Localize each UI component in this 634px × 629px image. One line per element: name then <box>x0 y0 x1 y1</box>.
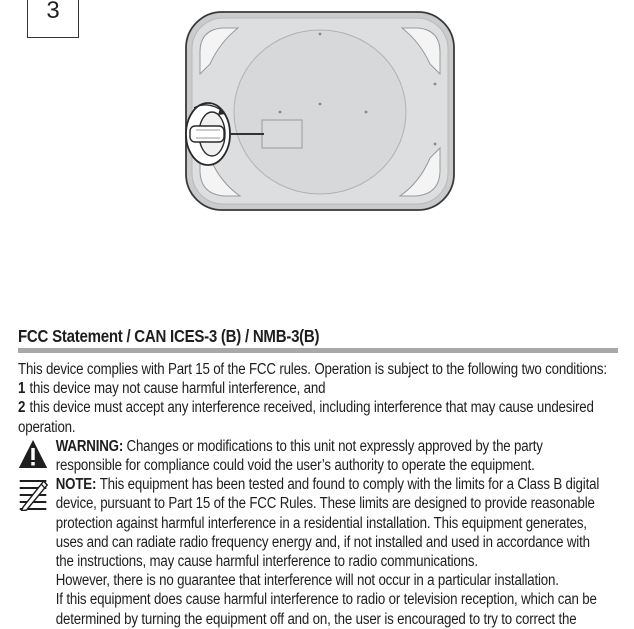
note-pencil-icon <box>18 477 48 511</box>
note-label: NOTE: <box>55 476 97 494</box>
note-paragraph: However, there is no guarantee that interference will not occur in a particular installation. <box>55 572 559 590</box>
condition-item <box>18 398 610 436</box>
recessed-panel <box>234 30 406 194</box>
note-paragraph: If this equipment does cause harmful interference to radio or television reception, which can be determined by turning the equipment off and on, the user is encouraged to try to correct the <box>55 591 597 628</box>
condition-item <box>18 379 610 398</box>
condition-number: 1 <box>18 380 26 398</box>
note-notice <box>18 475 610 629</box>
section-divider <box>18 348 618 353</box>
warning-triangle-icon <box>18 439 48 469</box>
condition-text: this device must accept any interference received, including interference that may cause undesired operation. <box>18 399 594 436</box>
warning-text: Changes or modifications to this unit not expressly approved by the party responsible for compliance could void the user’s authority to operate the equipment. <box>55 437 543 475</box>
step-number-box <box>27 0 79 38</box>
condition-number: 2 <box>18 399 26 417</box>
intro-text: This device complies with Part 15 of the FCC rules. Operation is subject to the following two conditions: <box>18 361 607 378</box>
note-text: This equipment has been tested and found to comply with the limits for a Class B digital device, pursuant to Part 15 of the FCC Rules. These limits are designed to provide reasonable protection against harmful interference in a residential installation. This equipment generates, uses and can radiate radio frequency energy and, if not installed and used in accordance with the instructions, may cause harmful interference to radio communications. <box>55 476 600 571</box>
fcc-statement-body <box>18 360 610 629</box>
battery-cover <box>262 120 302 148</box>
condition-text: this device may not cause harmful interference, and <box>29 380 326 398</box>
device-back-illustration <box>180 8 460 218</box>
warning-notice <box>18 437 610 475</box>
section-title: FCC Statement / CAN ICES-3 (B) / NMB-3(B) <box>18 326 320 346</box>
step-number: 3 <box>46 0 60 24</box>
warning-label: WARNING: <box>55 437 124 455</box>
